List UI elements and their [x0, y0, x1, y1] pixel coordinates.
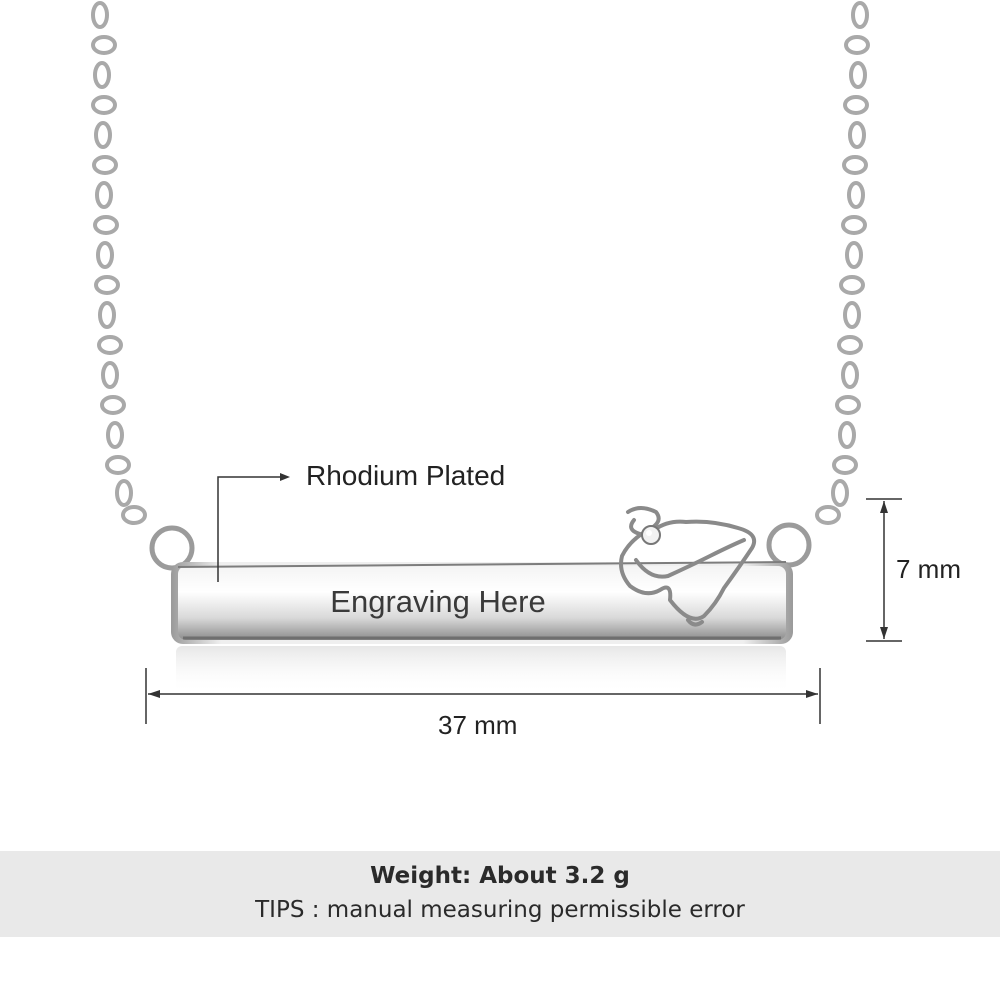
width-label: 37 mm — [438, 710, 518, 740]
chain-left — [93, 3, 145, 523]
info-band — [0, 851, 1000, 937]
chain-right — [817, 3, 868, 523]
bar-reflection — [176, 646, 786, 694]
tips-text: TIPS : manual measuring permissible error — [255, 897, 745, 923]
jump-rings — [152, 525, 809, 568]
material-label: Rhodium Plated — [306, 460, 506, 491]
weight-text: Weight: About 3.2 g — [370, 863, 630, 889]
engraving-text: Engraving Here — [330, 584, 546, 619]
crystal-stone-icon — [642, 526, 660, 544]
height-label: 7 mm — [896, 554, 961, 584]
